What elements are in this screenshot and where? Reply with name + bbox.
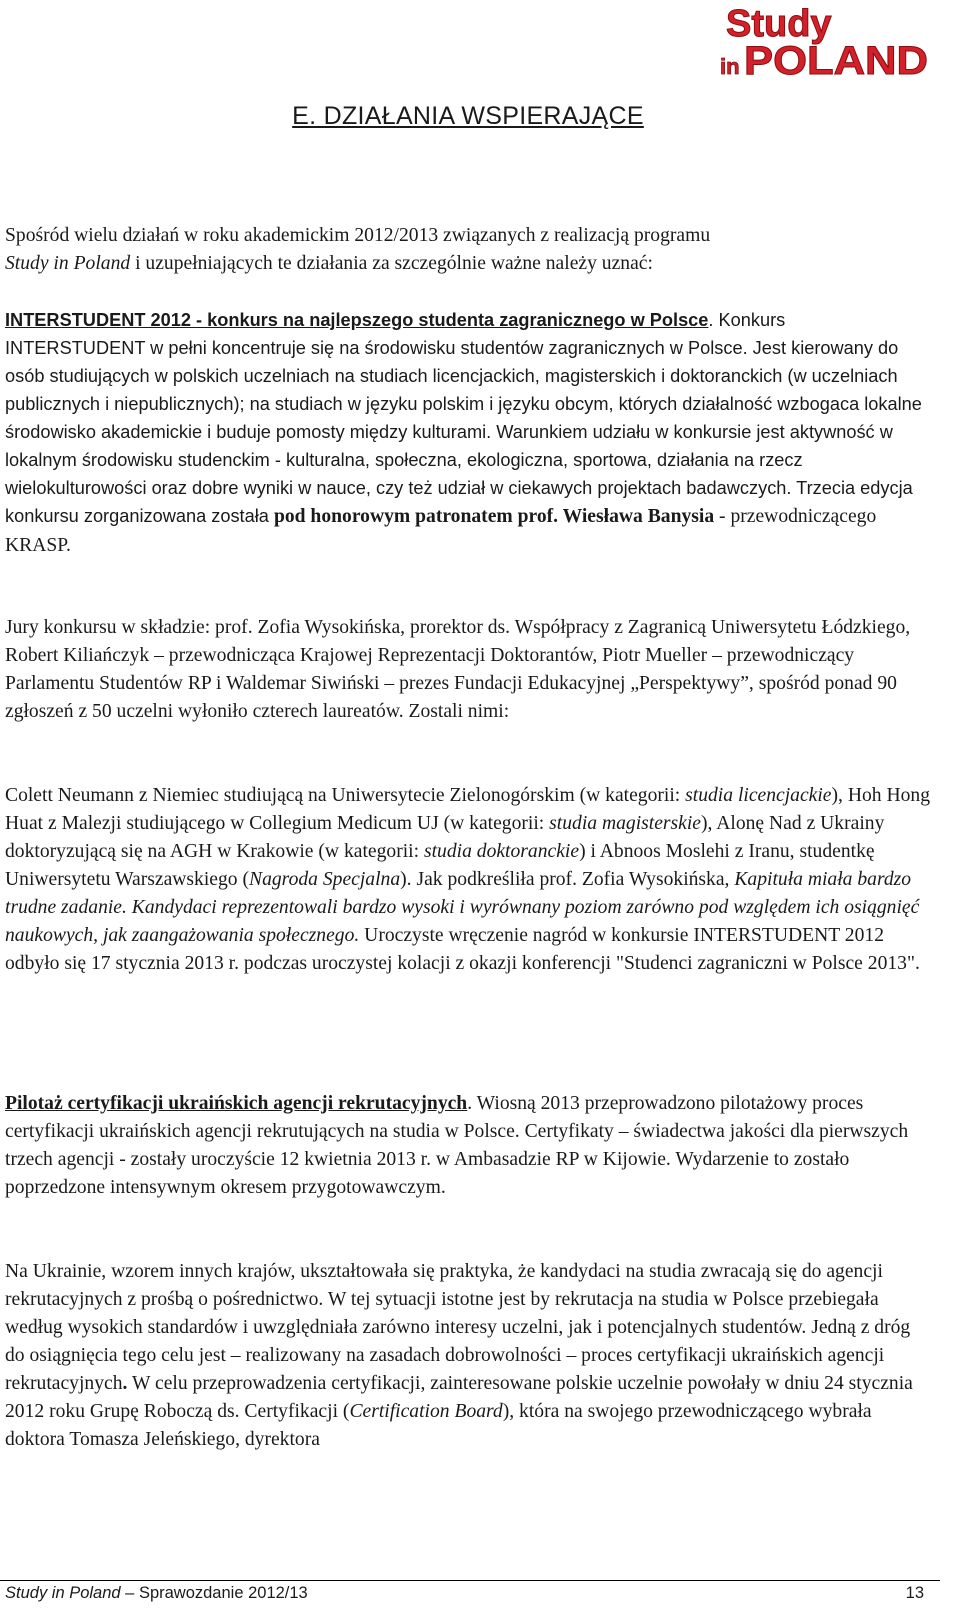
logo-in-text: in xyxy=(720,54,740,78)
logo-study-text: Study xyxy=(726,3,832,45)
jury-paragraph: Jury konkursu w składzie: prof. Zofia Wysokińska, prorektor ds. Współpracy z Zagranicą Uniwersytetu Łódzkiego, Robert Kiliańczyk – przewodnicząca Krajowej Reprezentacji Doktorantów, Piotr Mueller – przewodniczący Parlamentu Studentów RP i Waldemar Siwiński – prezes Fundacji Edukacyjnej „Perspektywy”, spośród ponad 90 zgłoszeń z 50 uczelni wyłoniło czterech laureatów. Zostali nimi: xyxy=(5,617,911,722)
laureates-text-4: ) i Abnoos Moslehi z Iranu, studentkę Uniwersytetu Warszawskiego ( xyxy=(5,841,875,890)
intro-program-name: Study in Poland xyxy=(5,253,131,274)
interstudent-tail: - przewodniczącego KRASP. xyxy=(5,506,877,556)
interstudent-title-period: . xyxy=(708,310,714,330)
jury-quote: Kapituła miała bardzo trudne zadanie. Kandydaci reprezentowali bardzo wysoki i wyrównany poziom zarówno pod względem ich osiągnięć naukowych, jak zaangażowania społecznego. xyxy=(5,869,920,946)
interstudent-paragraph xyxy=(5,306,930,560)
interstudent-patronage: pod honorowym patronatem prof. Wiesława Banysia xyxy=(273,506,715,527)
laureates-text-1: Colett Neumann z Niemiec studiującą na Uniwersytecie Zielonogórskim (w kategorii: xyxy=(5,785,686,806)
laureates-text-5: ). Jak podkreśliła prof. Zofia Wysokińska, xyxy=(400,869,735,890)
certification-board: Certification Board xyxy=(349,1401,503,1422)
category-bachelor: studia licencjackie xyxy=(685,785,832,806)
logo-poland-text: POLAND xyxy=(744,39,928,78)
footer-report-title: – Sprawozdanie 2012/13 xyxy=(120,1584,308,1602)
ukraine-text-a: Na Ukrainie, wzorem innych krajów, ukształtowała się praktyka, że kandydaci na studia zwracają się do agencji rekrutacyjnych z prośbą o pośrednictwo. W tej sytuacji istotne jest by rekrutacja na studia w Polsce przebiegała według wysokich standardów i uwzględniała zarówno interesy uczelni, jak i potencjalnych studentów. Jedną z dróg do osiągnięcia tego celu jest – realizowany na zasadach dobrowolności – proces certyfikacji ukraińskich agencji rekrutacyjnych xyxy=(5,1261,911,1394)
laureates-paragraph xyxy=(5,782,930,978)
interstudent-title: INTERSTUDENT 2012 - konkurs na najlepszego studenta zagranicznego w Polsce xyxy=(5,310,709,330)
laureates-text-3: ), Alonę Nad z Ukrainy doktoryzującą się na AGH w Krakowie (w kategorii: xyxy=(5,813,885,862)
ukraine-paragraph xyxy=(5,1258,930,1454)
category-master: studia magisterskie xyxy=(549,813,701,834)
intro-paragraph xyxy=(5,222,930,278)
pilot-title: Pilotaż certyfikacji ukraińskich agencji rekrutacyjnych xyxy=(5,1093,468,1114)
pilot-body: . Wiosną 2013 przeprowadzono pilotażowy proces certyfikacji ukraińskich agencji rekrutujących na studia w Polsce. Certyfikaty – świadectwa jakości dla pierwszych trzech agencji - zostały uroczyście 12 kwietnia 2013 r. w Ambasadzie RP w Kijowie. Wydarzenie to zostało poprzedzone intensywnym okresem przygotowawczym. xyxy=(5,1093,909,1198)
special-award: Nagroda Specjalna xyxy=(249,869,401,890)
study-in-poland-logo xyxy=(718,2,930,78)
section-heading: E. DZIAŁANIA WSPIERAJĄCE xyxy=(292,102,644,130)
page-footer xyxy=(5,1584,930,1603)
ukraine-period: . xyxy=(122,1373,128,1394)
ukraine-text-e: ), która na swojego przewodniczącego wybrała doktora Tomasza Jeleńskiego, dyrektora xyxy=(5,1401,872,1450)
pilot-paragraph xyxy=(5,1090,930,1202)
ukraine-text-c: W celu przeprowadzenia certyfikacji, zainteresowane polskie uczelnie powołały w dniu 24 stycznia 2012 roku Grupę Roboczą ds. Certyfikacji ( xyxy=(5,1373,913,1422)
category-doctoral: studia doktoranckie xyxy=(423,841,580,862)
page-number: 13 xyxy=(905,1584,924,1602)
footer-divider xyxy=(0,1580,940,1581)
interstudent-body: Konkurs INTERSTUDENT w pełni koncentruje się na środowisku studentów zagranicznych w Polsce. Jest kierowany do osób studiujących w polskich uczelniach na studiach licencjackich, magisterskich i doktoranckich (w uczelniach publicznych i niepublicznych); na studiach w języku polskim i języku obcym, których działalność wzbogaca lokalne środowisko akademickie i buduje pomosty między kulturami. Warunkiem udziału w konkursie jest aktywność w lokalnym środowisku studenckim - kulturalna, społeczna, ekologiczna, sportowa, działania na rzecz wielokulturowości oraz dobre wyniki w nauce, czy też udział w ciekawych projektach badawczych. Trzecia edycja konkursu zorganizowana została xyxy=(5,310,922,526)
laureates-text-6: Uroczyste wręczenie nagród w konkursie INTERSTUDENT 2012 odbyło się 17 stycznia 2013 r. podczas uroczystej kolacji z okazji konferencji "Studenci zagraniczni w Polsce 2013". xyxy=(5,925,920,974)
footer-program-name: Study in Poland xyxy=(5,1584,121,1602)
intro-text-c: i uzupełniających te działania za szczególnie ważne należy uznać: xyxy=(130,253,653,274)
intro-text-a: Spośród wielu działań w roku akademickim 2012/2013 związanych z realizacją programu xyxy=(5,225,711,246)
laureates-text-2: ), Hoh Hong Huat z Malezji studiującego w Collegium Medicum UJ (w kategorii: xyxy=(5,785,931,834)
